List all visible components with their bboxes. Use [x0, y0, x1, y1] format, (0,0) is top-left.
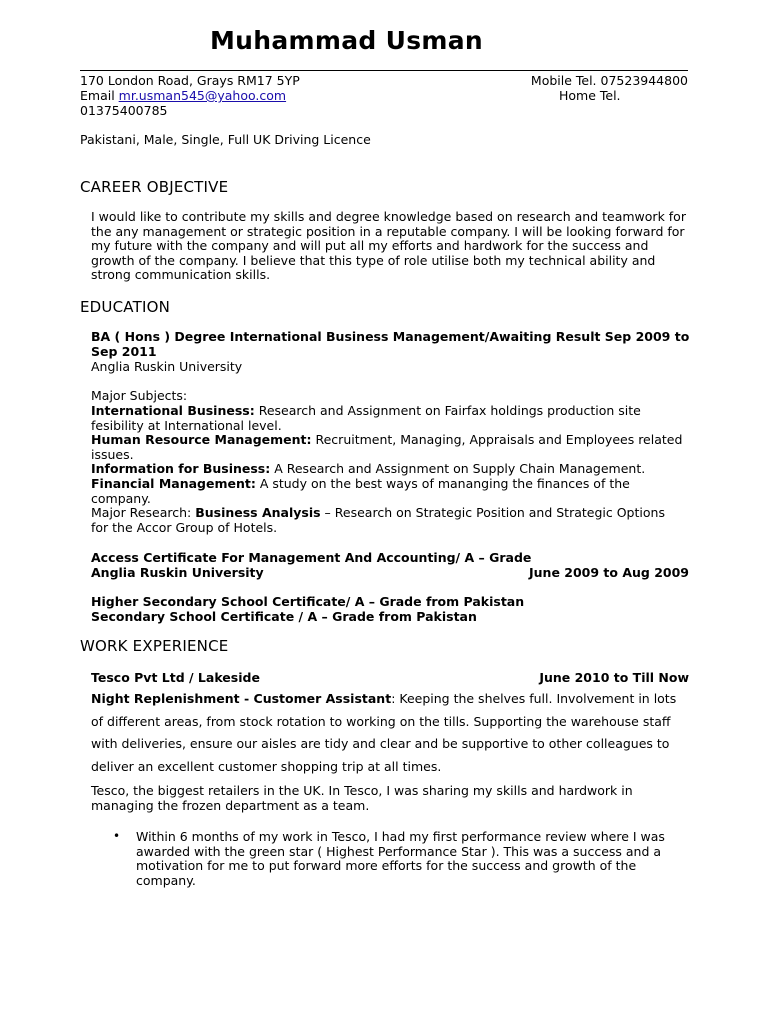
employer-name: Tesco Pvt Ltd / Lakeside: [91, 670, 260, 685]
career-objective-text: I would like to contribute my skills and degree knowledge based on research and teamwork for the any management or strategic position in a reputable company. I will be looking forward for my future with the company and will put all my efforts and hardwork for the success and growth of the company. I believe that this type of role utilise both my technical ability and strong communication skills.: [91, 209, 686, 283]
employer-row: [91, 670, 689, 685]
work-summary: Tesco, the biggest retailers in the UK. In Tesco, I was sharing my skills and hardwork in managing the frozen department as a team.: [91, 783, 633, 813]
subject-title: Human Resource Management:: [91, 432, 312, 447]
subject-title: International Business:: [91, 403, 255, 418]
major-subjects-label: Major Subjects:: [91, 388, 188, 403]
subject-international-business: [91, 404, 661, 433]
secondary-certificate: Secondary School Certificate / A – Grade from Pakistan: [91, 609, 477, 624]
role-description: [91, 688, 691, 779]
subject-text: Recruitment, Managing, Appraisals and Employees related issues.: [91, 432, 683, 462]
research-label: Major Research:: [91, 505, 196, 520]
higher-secondary-certificate: Higher Secondary School Certificate/ A – Grade from Pakistan: [91, 594, 525, 609]
subject-information-business: [91, 462, 691, 477]
degree-university: Anglia Ruskin University: [91, 359, 243, 374]
subject-text: Research and Assignment on Fairfax holdings production site fesibility at International level.: [91, 403, 641, 433]
work-experience-heading: WORK EXPERIENCE: [80, 637, 229, 655]
degree-title: BA ( Hons ) Degree International Business Management/Awaiting Result Sep 2009 to Sep 2011: [91, 329, 690, 359]
bullet-achievement: Within 6 months of my work in Tesco, I had my first performance review where I was awarded with the green star ( Highest Performance Star ). This was a success and a motivation for me to put forward more efforts for the success and growth of the company.: [136, 829, 665, 888]
career-objective-heading: CAREER OBJECTIVE: [80, 178, 229, 196]
personal-details: Pakistani, Male, Single, Full UK Driving Licence: [80, 132, 371, 147]
role-text: : Keeping the shelves full. Involvement in lots of different areas, from stock rotation to working on the tills. Supporting the warehouse staff with deliveries, ensure our aisles are tidy and clear and be supportive to other colleagues to deliver an excellent customer shopping trip at all times.: [91, 691, 677, 775]
role-title: Night Replenishment - Customer Assistant: [91, 691, 392, 706]
access-certificate-row: [91, 565, 689, 580]
bullet-dot-icon: •: [113, 829, 121, 843]
subject-text: A study on the best ways of mananging the finances of the company.: [91, 476, 630, 506]
address: 170 London Road, Grays RM17 5YP: [80, 73, 300, 88]
education-heading: EDUCATION: [80, 298, 170, 316]
access-dates: June 2009 to Aug 2009: [529, 565, 689, 580]
header-divider: [80, 70, 688, 71]
subject-title: Information for Business:: [91, 461, 271, 476]
email-line: [80, 88, 286, 103]
research-title: Business Analysis: [195, 505, 321, 520]
research-text: – Research on Strategic Position and Strategic Options for the Accor Group of Hotels.: [91, 505, 665, 535]
access-university: Anglia Ruskin University: [91, 565, 264, 580]
access-certificate-title: Access Certificate For Management And Accounting/ A – Grade: [91, 550, 532, 565]
email-label: Email: [80, 88, 119, 103]
employment-dates: June 2010 to Till Now: [539, 670, 689, 685]
major-research: [91, 506, 681, 535]
mobile-tel: Mobile Tel. 07523944800: [530, 73, 688, 88]
subject-human-resource: [91, 433, 691, 462]
subject-financial-management: [91, 477, 651, 506]
home-tel-number: 01375400785: [80, 103, 168, 118]
resume-name: Muhammad Usman: [210, 26, 484, 55]
home-tel-label: Home Tel.: [559, 88, 621, 103]
email-link[interactable]: mr.usman545@yahoo.com: [118, 88, 287, 103]
subject-text: A Research and Assignment on Supply Chain Management.: [270, 461, 646, 476]
subject-title: Financial Management:: [91, 476, 256, 491]
